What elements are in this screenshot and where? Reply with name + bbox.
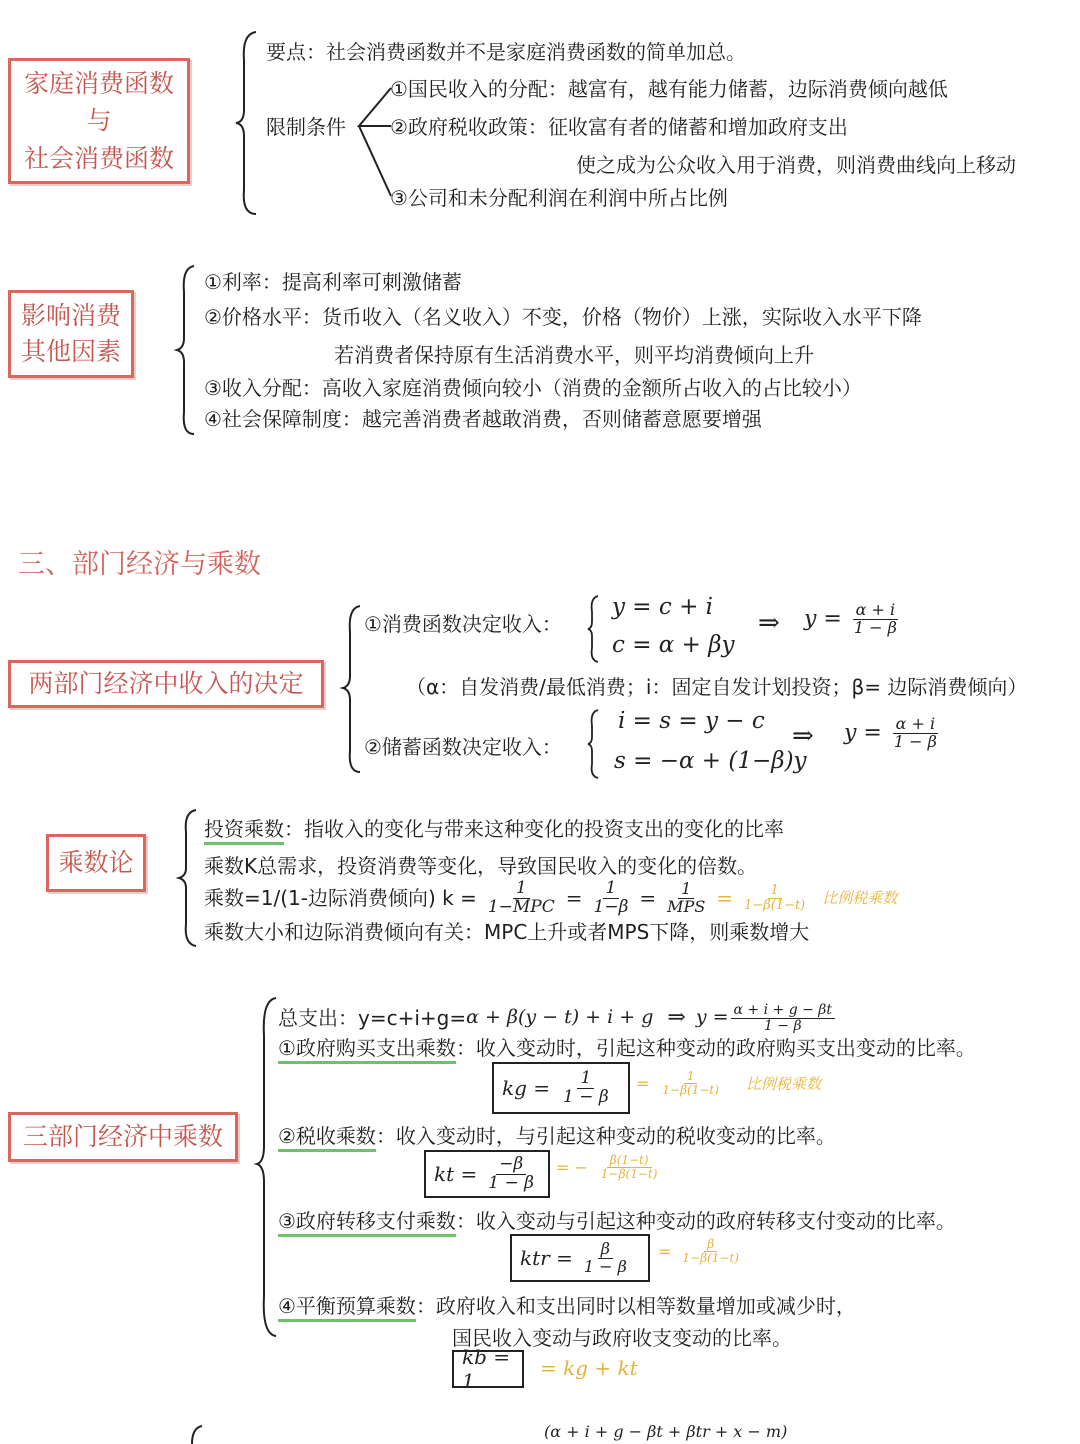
equals-minus: = − — [556, 1157, 588, 1177]
multiplier-line-1 — [204, 817, 784, 842]
num: 1 — [678, 881, 694, 899]
fraction-beta — [591, 880, 632, 917]
den: 1 − β — [763, 1017, 802, 1034]
balanced-budget-term: ④平衡预算乘数 — [278, 1294, 416, 1322]
den: 1 − β — [488, 1172, 534, 1193]
investment-multiplier-term: 投资乘数 — [204, 817, 284, 845]
result-num: α + i — [853, 602, 899, 620]
num: β — [704, 1238, 717, 1252]
brace-bottom-partial — [186, 1424, 206, 1444]
kg-prop-fraction — [659, 1070, 722, 1096]
kb-sum: = kg + kt — [540, 1356, 638, 1380]
brace-section1 — [232, 30, 262, 216]
multiplier-line-3 — [204, 880, 897, 917]
section3-title: 三、部门经济与乘数 — [18, 549, 261, 580]
tax-multiplier-line — [278, 1124, 836, 1149]
tax-multiplier-def: ：收入变动时，与引起这种变动的税收变动的比率。 — [375, 1124, 836, 1148]
result-1 — [804, 602, 902, 637]
box-two-sector — [8, 660, 324, 708]
box-line-1: 家庭消费函数 — [23, 68, 174, 98]
box-text: 两部门经济中收入的决定 — [28, 669, 304, 699]
proportional-tax-note: 比例税乘数 — [822, 888, 898, 907]
box-text: 三部门经济中乘数 — [22, 1122, 223, 1152]
fork-lines — [355, 84, 395, 204]
den: 1−β(1−t) — [662, 1082, 719, 1097]
gov-purchase-line — [278, 1036, 976, 1061]
box-text: 乘数论 — [58, 848, 134, 878]
result-fraction — [851, 602, 900, 637]
ktr-label: ktr = — [520, 1246, 573, 1270]
num: −β — [496, 1156, 526, 1175]
kb-label: kb = 1 — [462, 1345, 511, 1393]
brace-eq2 — [586, 708, 602, 780]
s2-item-2-cont: 若消费者保持原有生活消费水平，则平均消费倾向上升 — [334, 343, 814, 367]
result-den: 1 − β — [893, 731, 937, 751]
transfer-multiplier-def: ：收入变动与引起这种变动的政府转移支付变动的比率。 — [455, 1209, 956, 1233]
eq-c-alpha-beta-y: c = α + βy — [612, 632, 735, 658]
num: 1 — [513, 880, 530, 899]
kg-fraction — [560, 1067, 612, 1107]
brace-eq1 — [586, 594, 602, 664]
transfer-multiplier-line — [278, 1209, 956, 1234]
num: β(1−t) — [607, 1154, 652, 1168]
formula-prefix: 乘数=1/(1-边际消费倾向) k = — [204, 885, 477, 910]
brace-section2 — [174, 264, 200, 436]
equals-sign: = — [565, 885, 583, 910]
den: 1 − β — [583, 1256, 627, 1276]
den: 1−β(1−t) — [600, 1166, 658, 1181]
balanced-budget-line-2: 国民收入变动与政府收支变动的比率。 — [452, 1326, 792, 1350]
num: 1 — [603, 880, 620, 899]
result-2 — [844, 716, 942, 751]
ktr-prop-fraction — [679, 1238, 742, 1264]
box-line-2: 其他因素 — [20, 337, 121, 366]
kt-prop-fraction — [598, 1154, 661, 1180]
investment-multiplier-def: ：指收入的变化与带来这种变化的投资支出的变化的比率 — [284, 817, 784, 841]
gov-purchase-def: ：收入变动时，引起这种变动的政府购买支出变动的比率。 — [455, 1036, 976, 1060]
den: 1 − β — [563, 1086, 609, 1107]
kg-label: kg = — [502, 1076, 551, 1100]
s2-item-2: ②价格水平：货币收入（名义收入）不变，价格（物价）上涨，实际收入水平下降 — [204, 305, 922, 329]
consumption-label: ①消费函数决定收入： — [364, 612, 562, 636]
gov-purchase-term: ①政府购买支出乘数 — [278, 1036, 456, 1064]
brace-two-sector — [340, 604, 366, 774]
box-line-1: 影响消费 — [20, 300, 121, 330]
ktr-proportional — [658, 1238, 744, 1264]
kg-formula-box — [492, 1062, 630, 1114]
den: 1−β(1−t) — [682, 1250, 739, 1265]
fraction-proportional-tax — [741, 884, 808, 912]
s1-item-2: ②政府税收政策：征收富有者的储蓄和增加政府支出 — [390, 115, 848, 139]
result-y: y = — [844, 720, 882, 746]
balanced-budget-def: ：政府收入和支出同时以相等数量增加或减少时， — [415, 1294, 856, 1318]
equals-sign: = — [639, 885, 657, 910]
num: 1 — [768, 884, 782, 899]
kt-formula-box — [424, 1150, 550, 1198]
total-expenditure — [278, 1003, 837, 1033]
total-prefix: 总支出：y=c+i+g= — [278, 1005, 467, 1030]
num: 1 — [577, 1070, 594, 1089]
kg-proportional — [636, 1070, 821, 1096]
total-y: y = — [695, 1006, 729, 1029]
eq-y-c-i: y = c + i — [612, 594, 714, 620]
fraction-mps — [664, 881, 708, 916]
num: β — [598, 1241, 613, 1259]
result-num: α + i — [893, 716, 939, 734]
den: 1−β — [593, 896, 629, 917]
multiplier-line-2: 乘数K总需求，投资消费等变化，导致国民收入的变化的倍数。 — [204, 854, 758, 878]
equals-sign: = — [658, 1241, 672, 1261]
arrow-implies: ⇒ — [667, 1005, 686, 1031]
kt-label: kt = — [434, 1162, 478, 1186]
result-fraction — [891, 716, 940, 751]
ktr-fraction — [581, 1238, 630, 1276]
den: 1−β(1−t) — [744, 897, 806, 913]
ktr-formula-box — [510, 1234, 650, 1282]
transfer-multiplier-term: ③政府转移支付乘数 — [278, 1209, 456, 1237]
key-point: 要点：社会消费函数并不是家庭消费函数的简单加总。 — [266, 40, 746, 64]
fraction-mpc — [485, 880, 558, 917]
kg-note: 比例税乘数 — [745, 1074, 821, 1093]
total-fraction — [731, 1003, 836, 1033]
arrow-implies-2: ⇒ — [792, 721, 814, 751]
balanced-budget-line — [278, 1294, 856, 1319]
box-household-social-consumption — [8, 58, 190, 184]
eq-s-saving: s = −α + (1−β)y — [614, 748, 807, 774]
num: α + i + g − βt — [731, 1003, 836, 1019]
brace-multiplier — [176, 808, 202, 948]
box-three-sector — [8, 1112, 238, 1162]
saving-label: ②储蓄函数决定收入： — [364, 735, 562, 759]
box-other-factors — [8, 290, 134, 378]
equals-sign: = — [716, 885, 734, 910]
kb-formula-box — [452, 1345, 524, 1393]
tax-multiplier-term: ②税收乘数 — [278, 1124, 376, 1152]
result-den: 1 − β — [853, 617, 897, 637]
kt-proportional — [556, 1154, 662, 1180]
symbol-note: （α：自发消费/最低消费；i：固定自发计划投资；β= 边际消费倾向） — [406, 675, 1028, 699]
num: 1 — [684, 1070, 698, 1084]
den: MPS — [667, 896, 706, 916]
arrow-implies-1: ⇒ — [758, 608, 780, 638]
s2-item-3: ③收入分配：高收入家庭消费倾向较小（消费的金额所占收入的占比较小） — [204, 376, 862, 400]
constraint-label: 限制条件 — [266, 115, 346, 139]
den: 1−MPC — [487, 896, 555, 917]
s1-item-1: ①国民收入的分配：越富有，越有能力储蓄，边际消费倾向越低 — [390, 77, 948, 101]
multiplier-line-4: 乘数大小和边际消费倾向有关：MPC上升或者MPS下降，则乘数增大 — [204, 920, 810, 944]
equals-sign: = — [636, 1073, 650, 1093]
total-expression: α + β(y − t) + i + g — [466, 1006, 654, 1029]
kt-fraction — [485, 1153, 537, 1193]
result-y: y = — [804, 606, 842, 632]
bottom-partial-expression: (α + i + g − βt + βtr + x − m) — [544, 1422, 788, 1441]
box-line-2: 与 — [86, 106, 112, 136]
eq-i-s: i = s = y − c — [618, 708, 765, 734]
s1-item-2-cont: 使之成为公众收入用于消费，则消费曲线向上移动 — [576, 153, 1016, 177]
s1-item-3: ③公司和未分配利润在利润中所占比例 — [390, 186, 728, 210]
s2-item-1: ①利率：提高利率可刺激储蓄 — [204, 270, 462, 294]
box-line-3: 社会消费函数 — [23, 143, 174, 173]
s2-item-4: ④社会保障制度：越完善消费者越敢消费，否则储蓄意愿要增强 — [204, 407, 762, 431]
box-multiplier-theory — [46, 834, 146, 892]
